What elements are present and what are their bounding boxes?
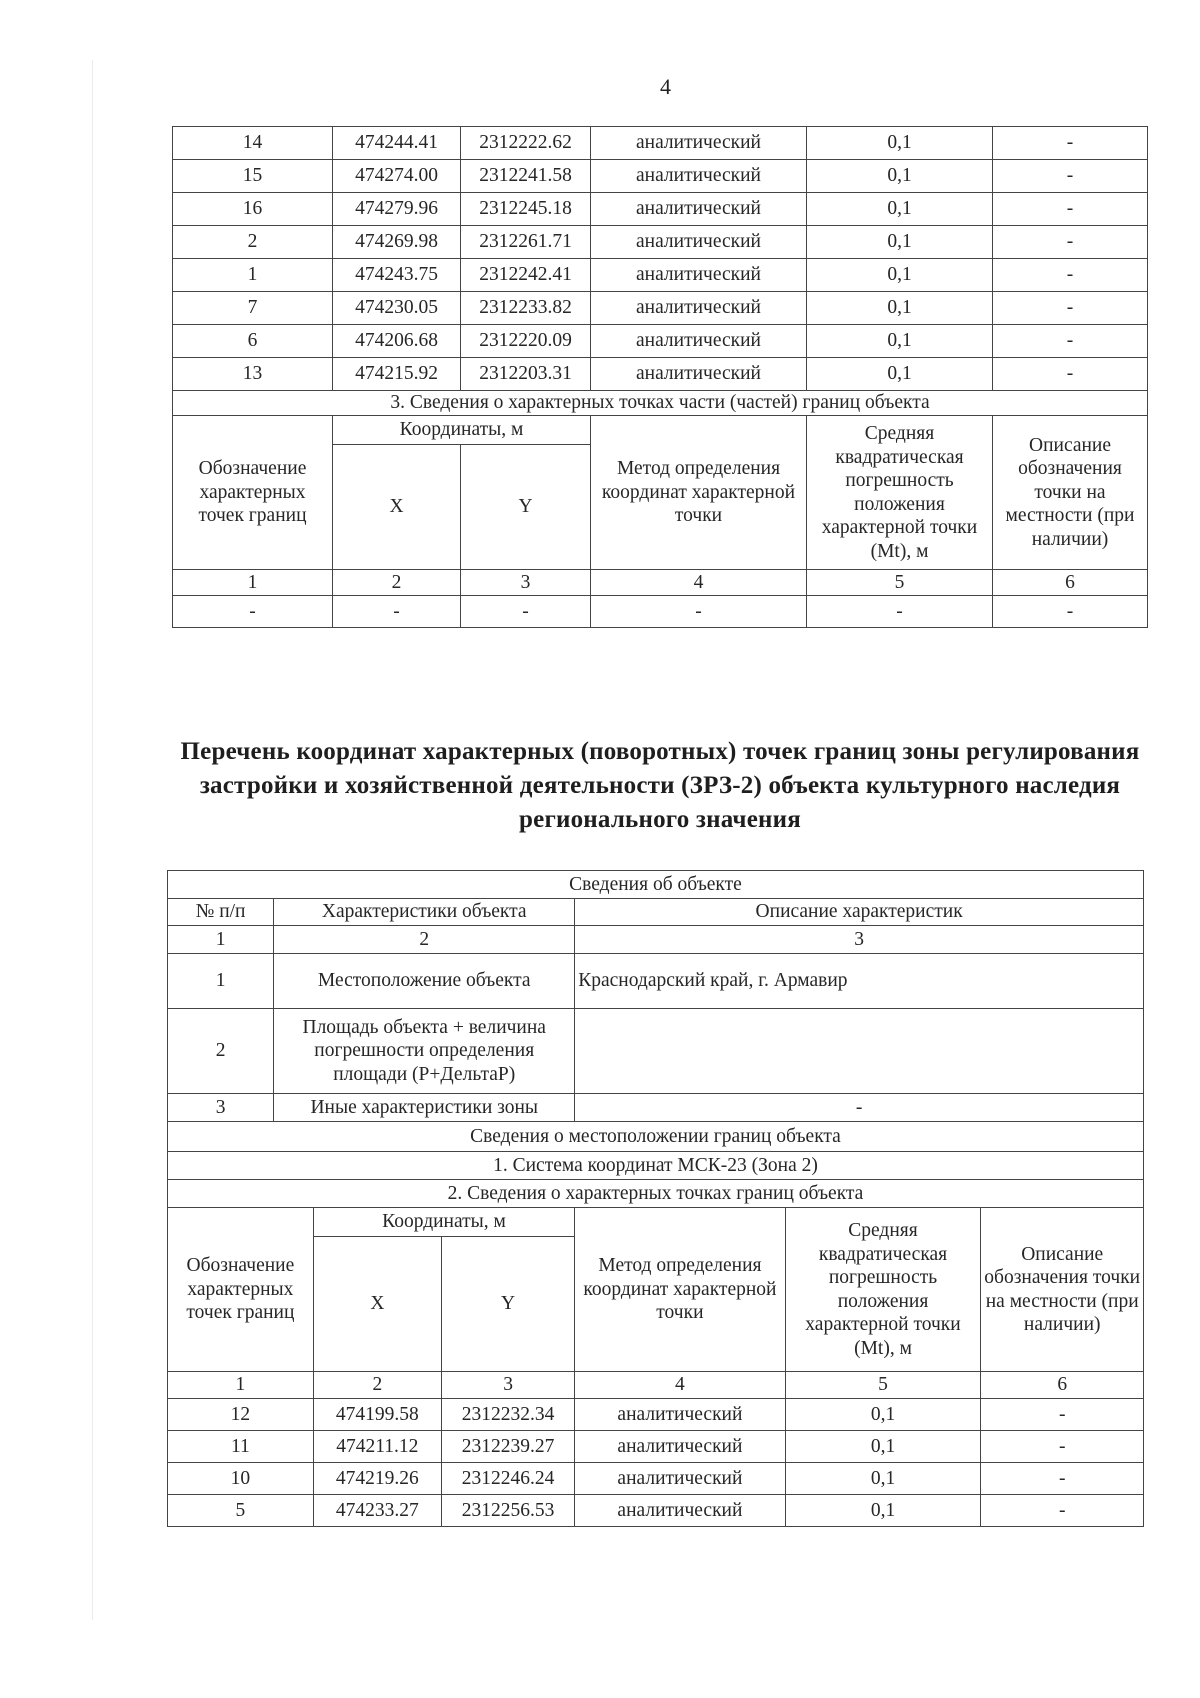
col-number: 1 — [168, 926, 274, 954]
boundary-points-table-continuation — [172, 126, 1148, 628]
point-method: аналитический — [591, 292, 807, 325]
info-desc: Краснодарский край, г. Армавир — [575, 954, 1144, 1009]
coord-y: 2312241.58 — [461, 160, 591, 193]
point-method: аналитический — [591, 127, 807, 160]
coord-y: 2312232.34 — [441, 1399, 574, 1431]
point-error: 0,1 — [807, 193, 993, 226]
empty-cell: - — [591, 596, 807, 628]
point-description: - — [981, 1463, 1144, 1495]
column-numbers-row — [173, 570, 1148, 596]
coord-x: 474199.58 — [313, 1399, 441, 1431]
point-method: аналитический — [591, 358, 807, 391]
col-number: 6 — [993, 570, 1148, 596]
info-col-numbers-row — [168, 926, 1144, 954]
point-error: 0,1 — [785, 1495, 981, 1527]
coord-x: 474206.68 — [333, 325, 461, 358]
zrz2-heading: Перечень координат характерных (поворотных) точек границ зоны регулирования застройки и хозяйственной деятельности (ЗРЗ-2) объекта культурного наследия регионального значения — [180, 738, 1140, 833]
col-number: 5 — [807, 570, 993, 596]
header-y: Y — [461, 445, 591, 570]
info-char: Площадь объекта + величина погрешности определения площади (Р+ДельтаР) — [274, 1009, 575, 1094]
point-description: - — [993, 226, 1148, 259]
coord-y: 2312245.18 — [461, 193, 591, 226]
point-error: 0,1 — [807, 259, 993, 292]
empty-cell: - — [461, 596, 591, 628]
system-title-row — [168, 1152, 1144, 1180]
coord-y: 2312242.41 — [461, 259, 591, 292]
point-number: 13 — [173, 358, 333, 391]
point-number: 15 — [173, 160, 333, 193]
points-section-title: 2. Сведения о характерных точках границ объекта — [168, 1180, 1144, 1208]
header-points: Обозначение характерных точек границ — [168, 1208, 314, 1372]
table-row — [168, 1463, 1144, 1495]
point-description: - — [993, 193, 1148, 226]
info-col-char: Характеристики объекта — [274, 899, 575, 926]
point-method: аналитический — [575, 1495, 785, 1527]
header-row — [173, 416, 1148, 445]
header-coords: Координаты, м — [333, 416, 591, 445]
top-points-body — [173, 127, 1148, 391]
point-method: аналитический — [591, 325, 807, 358]
point-col-numbers-row — [168, 1372, 1144, 1399]
table-row — [168, 1495, 1144, 1527]
point-number: 2 — [173, 226, 333, 259]
info-header-row — [168, 899, 1144, 926]
point-number: 1 — [173, 259, 333, 292]
info-no: 1 — [168, 954, 274, 1009]
coord-y: 2312222.62 — [461, 127, 591, 160]
empty-cell: - — [807, 596, 993, 628]
point-error: 0,1 — [807, 160, 993, 193]
empty-row — [173, 596, 1148, 628]
header-desc: Описание обозначения точки на местности (при наличии) — [993, 416, 1148, 570]
info-col-desc: Описание характеристик — [575, 899, 1144, 926]
point-number: 7 — [173, 292, 333, 325]
coord-x: 474243.75 — [333, 259, 461, 292]
point-method: аналитический — [575, 1463, 785, 1495]
info-no: 2 — [168, 1009, 274, 1094]
coordinate-system-title: 1. Система координат МСК-23 (Зона 2) — [168, 1152, 1144, 1180]
col-number: 4 — [591, 570, 807, 596]
point-error: 0,1 — [785, 1399, 981, 1431]
point-number: 10 — [168, 1463, 314, 1495]
header-y: Y — [441, 1237, 574, 1372]
table-row — [173, 160, 1148, 193]
coord-y: 2312256.53 — [441, 1495, 574, 1527]
col-number: 2 — [274, 926, 575, 954]
point-description: - — [981, 1399, 1144, 1431]
point-number: 6 — [173, 325, 333, 358]
coord-x: 474230.05 — [333, 292, 461, 325]
col-number: 3 — [575, 926, 1144, 954]
col-number: 3 — [461, 570, 591, 596]
zrz2-object-table — [167, 870, 1144, 1527]
table-row — [168, 1431, 1144, 1463]
header-row — [168, 1208, 1144, 1237]
coord-x: 474244.41 — [333, 127, 461, 160]
point-number: 5 — [168, 1495, 314, 1527]
col-number: 2 — [313, 1372, 441, 1399]
header-x: X — [333, 445, 461, 570]
header-error: Средняя квадратическая погрешность положения характерной точки (Mt), м — [785, 1208, 981, 1372]
header-coords: Координаты, м — [313, 1208, 574, 1237]
coord-y: 2312261.71 — [461, 226, 591, 259]
coord-x: 474215.92 — [333, 358, 461, 391]
point-method: аналитический — [591, 259, 807, 292]
coord-y: 2312239.27 — [441, 1431, 574, 1463]
info-row — [168, 1094, 1144, 1122]
header-desc: Описание обозначения точки на местности (при наличии) — [981, 1208, 1144, 1372]
zrz2-points-body — [168, 1399, 1144, 1527]
info-no: 3 — [168, 1094, 274, 1122]
coord-x: 474211.12 — [313, 1431, 441, 1463]
info-char: Иные характеристики зоны — [274, 1094, 575, 1122]
object-info-title-row — [168, 871, 1144, 899]
section-title-row — [173, 391, 1148, 416]
point-method: аналитический — [575, 1399, 785, 1431]
point-error: 0,1 — [807, 226, 993, 259]
point-description: - — [981, 1495, 1144, 1527]
point-description: - — [993, 358, 1148, 391]
info-row — [168, 1009, 1144, 1094]
table-row — [173, 325, 1148, 358]
object-info-title: Сведения об объекте — [168, 871, 1144, 899]
point-description: - — [993, 160, 1148, 193]
header-error: Средняя квадратическая погрешность положения характерной точки (Mt), м — [807, 416, 993, 570]
table-row — [173, 226, 1148, 259]
page-number: 4 — [660, 74, 671, 99]
coord-y: 2312220.09 — [461, 325, 591, 358]
col-number: 2 — [333, 570, 461, 596]
coord-y: 2312203.31 — [461, 358, 591, 391]
info-row — [168, 954, 1144, 1009]
point-description: - — [993, 259, 1148, 292]
point-error: 0,1 — [807, 292, 993, 325]
empty-cell: - — [173, 596, 333, 628]
col-number: 3 — [441, 1372, 574, 1399]
table-row — [168, 1399, 1144, 1431]
points-title-row — [168, 1180, 1144, 1208]
parts-section-title: 3. Сведения о характерных точках части (частей) границ объекта — [173, 391, 1148, 416]
point-error: 0,1 — [807, 127, 993, 160]
point-method: аналитический — [591, 193, 807, 226]
coord-x: 474269.98 — [333, 226, 461, 259]
table-row — [173, 193, 1148, 226]
table-row — [173, 358, 1148, 391]
point-error: 0,1 — [785, 1431, 981, 1463]
point-description: - — [993, 127, 1148, 160]
point-error: 0,1 — [785, 1463, 981, 1495]
header-method: Метод определения координат характерной точки — [591, 416, 807, 570]
col-number: 5 — [785, 1372, 981, 1399]
info-desc — [575, 1009, 1144, 1094]
table-row — [173, 259, 1148, 292]
coord-y: 2312233.82 — [461, 292, 591, 325]
col-number: 6 — [981, 1372, 1144, 1399]
point-number: 14 — [173, 127, 333, 160]
point-method: аналитический — [575, 1431, 785, 1463]
header-method: Метод определения координат характерной точки — [575, 1208, 785, 1372]
coord-x: 474233.27 — [313, 1495, 441, 1527]
location-title-row — [168, 1122, 1144, 1152]
coord-y: 2312246.24 — [441, 1463, 574, 1495]
col-number: 4 — [575, 1372, 785, 1399]
header-x: X — [313, 1237, 441, 1372]
point-description: - — [981, 1431, 1144, 1463]
coord-x: 474274.00 — [333, 160, 461, 193]
scan-margin-line — [92, 60, 93, 1620]
empty-cell: - — [333, 596, 461, 628]
point-number: 11 — [168, 1431, 314, 1463]
col-number: 1 — [173, 570, 333, 596]
coord-x: 474219.26 — [313, 1463, 441, 1495]
point-description: - — [993, 325, 1148, 358]
col-number: 1 — [168, 1372, 314, 1399]
point-error: 0,1 — [807, 358, 993, 391]
table-row — [173, 127, 1148, 160]
coord-x: 474279.96 — [333, 193, 461, 226]
point-error: 0,1 — [807, 325, 993, 358]
info-col-no: № п/п — [168, 899, 274, 926]
info-desc: - — [575, 1094, 1144, 1122]
header-points: Обозначение характерных точек границ — [173, 416, 333, 570]
empty-cell: - — [993, 596, 1148, 628]
point-method: аналитический — [591, 226, 807, 259]
point-number: 12 — [168, 1399, 314, 1431]
point-number: 16 — [173, 193, 333, 226]
location-title: Сведения о местоположении границ объекта — [168, 1122, 1144, 1152]
point-description: - — [993, 292, 1148, 325]
point-method: аналитический — [591, 160, 807, 193]
table-row — [173, 292, 1148, 325]
info-char: Местоположение объекта — [274, 954, 575, 1009]
